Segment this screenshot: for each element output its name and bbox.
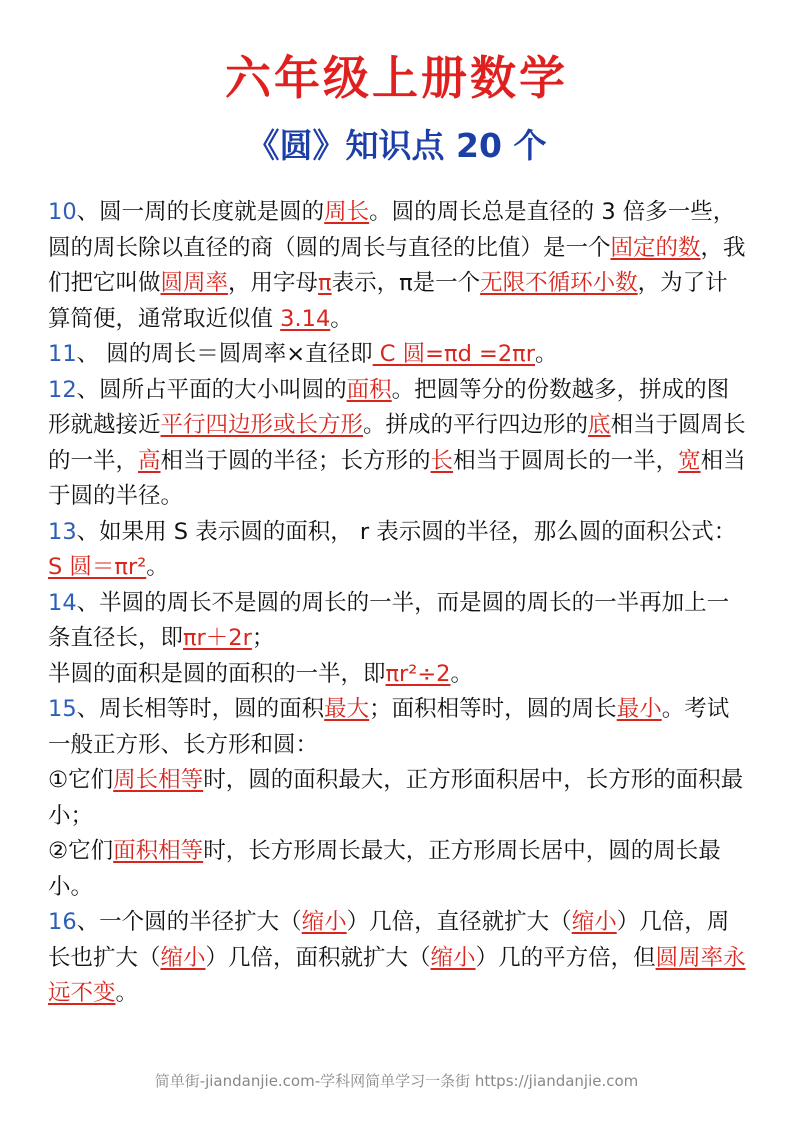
knowledge-point <box>48 586 748 657</box>
point-text: ； <box>251 625 275 651</box>
point-text: ）几倍，直径就扩大（ <box>346 909 572 935</box>
point-text: 相当于圆的半径；长方形的 <box>160 447 431 474</box>
answer-highlight: 最大 <box>324 696 370 722</box>
knowledge-point <box>48 834 748 905</box>
point-text: 、圆所占平面的大小叫圆的 <box>76 376 347 403</box>
answer-highlight: 周长 <box>324 199 370 225</box>
point-text: 、如果用 S 表示圆的面积， r 表示圆的半径，那么圆的面积公式： <box>76 518 737 545</box>
point-number: 12 <box>48 376 77 403</box>
point-text: ，用字母 <box>228 270 319 296</box>
point-text: ；面积相等时，圆的周长 <box>369 696 617 722</box>
point-text: 、 圆的周长＝圆周率×直径即 <box>76 341 373 367</box>
answer-highlight: 缩小 <box>430 944 476 971</box>
knowledge-point <box>48 337 748 373</box>
point-text: 。 <box>330 305 353 332</box>
page-subtitle: 《圆》知识点 20 个 <box>246 126 547 165</box>
answer-highlight: S 圆＝πr² <box>48 554 147 580</box>
answer-highlight: 面积相等 <box>113 838 204 864</box>
answer-highlight: 周长相等 <box>113 767 204 793</box>
point-text: ②它们 <box>48 838 114 864</box>
point-text: 。 <box>450 660 474 687</box>
point-text: 、半圆的周长不是圆的周长的一半，而是圆的周长的一半再加上一条直径长，即 <box>48 589 730 651</box>
point-text: ）几倍，周长也扩大（ <box>48 909 730 971</box>
answer-highlight: 宽 <box>678 447 701 474</box>
point-number: 14 <box>48 589 77 616</box>
point-text: 表示，π是一个 <box>331 270 481 296</box>
answer-highlight: πr²÷2 <box>385 660 451 687</box>
point-text: ）几倍，面积就扩大（ <box>205 944 431 971</box>
answer-highlight: 3.14 <box>280 305 331 332</box>
point-text: 。把圆等分的份数越多，拼成的图形就越接近 <box>48 376 730 438</box>
answer-highlight: π <box>318 270 332 296</box>
point-text: ）几的平方倍，但 <box>475 944 656 971</box>
knowledge-point <box>48 515 748 586</box>
point-text: 相当于圆周长的一半， <box>48 412 746 474</box>
answer-highlight: 长 <box>430 447 454 474</box>
page-title: 六年级上册数学 <box>225 51 568 105</box>
point-number: 16 <box>48 909 77 935</box>
answer-highlight: 缩小 <box>160 944 206 971</box>
point-text: 。 <box>534 341 558 367</box>
point-text: 。圆的周长总是直径的 3 倍多一些，圆的周长除以直径的商（圆的周长与直径的比值）是一个 <box>48 199 736 261</box>
point-text: 、一个圆的半径扩大（ <box>76 909 302 935</box>
point-text: 。考试一般正方形、长方形和圆： <box>48 696 730 758</box>
answer-highlight: 缩小 <box>301 909 347 935</box>
answer-highlight: 平行四边形或长方形 <box>160 412 364 438</box>
answer-highlight: 面积 <box>346 376 392 403</box>
answer-highlight: 圆周率永远不变 <box>48 944 746 1006</box>
footer-watermark: 简单街-jiandanjie.com-学科网简单学习一条街 https://jiandanjie.com <box>154 1072 639 1090</box>
point-number: 11 <box>48 341 77 367</box>
answer-highlight: 底 <box>588 412 611 438</box>
answer-highlight: 缩小 <box>571 909 617 935</box>
knowledge-point <box>48 373 748 515</box>
point-text: 。 <box>146 554 169 580</box>
point-text: ①它们 <box>48 767 114 793</box>
point-text: 、周长相等时，圆的面积 <box>76 696 325 722</box>
point-text: 相当于圆周长的一半， <box>453 447 679 474</box>
answer-highlight: 高 <box>138 447 161 474</box>
knowledge-point <box>48 195 748 337</box>
knowledge-point <box>48 905 748 1012</box>
knowledge-points-list <box>48 195 748 1012</box>
point-text: 相当于圆的半径。 <box>48 447 746 509</box>
answer-highlight: 无限不循环小数 <box>480 270 638 296</box>
answer-highlight: πr＋2r <box>183 625 252 651</box>
answer-highlight: 圆周率 <box>160 270 229 296</box>
point-number: 13 <box>48 518 77 545</box>
knowledge-point <box>48 692 748 763</box>
knowledge-point <box>48 763 748 834</box>
point-text: 时，圆的面积最大，正方形面积居中，长方形的面积最小； <box>48 767 744 829</box>
point-text: 。拼成的平行四边形的 <box>363 412 589 438</box>
point-text: 时，长方形周长最大，正方形周长居中，圆的周长最小。 <box>48 838 721 900</box>
answer-highlight: C 圆=πd =2πr <box>372 341 535 367</box>
point-number: 15 <box>48 696 77 722</box>
point-text: 、圆一周的长度就是圆的 <box>76 199 325 225</box>
point-text: ，我们把它叫做 <box>48 234 746 296</box>
point-number: 10 <box>48 199 77 225</box>
point-text: ，为了计算简便，通常取近似值 <box>48 270 728 332</box>
knowledge-point <box>48 657 748 693</box>
answer-highlight: 最小 <box>616 696 662 722</box>
point-text: 。 <box>115 980 139 1006</box>
point-text: 半圆的面积是圆的面积的一半，即 <box>48 660 386 687</box>
answer-highlight: 固定的数 <box>610 234 701 261</box>
